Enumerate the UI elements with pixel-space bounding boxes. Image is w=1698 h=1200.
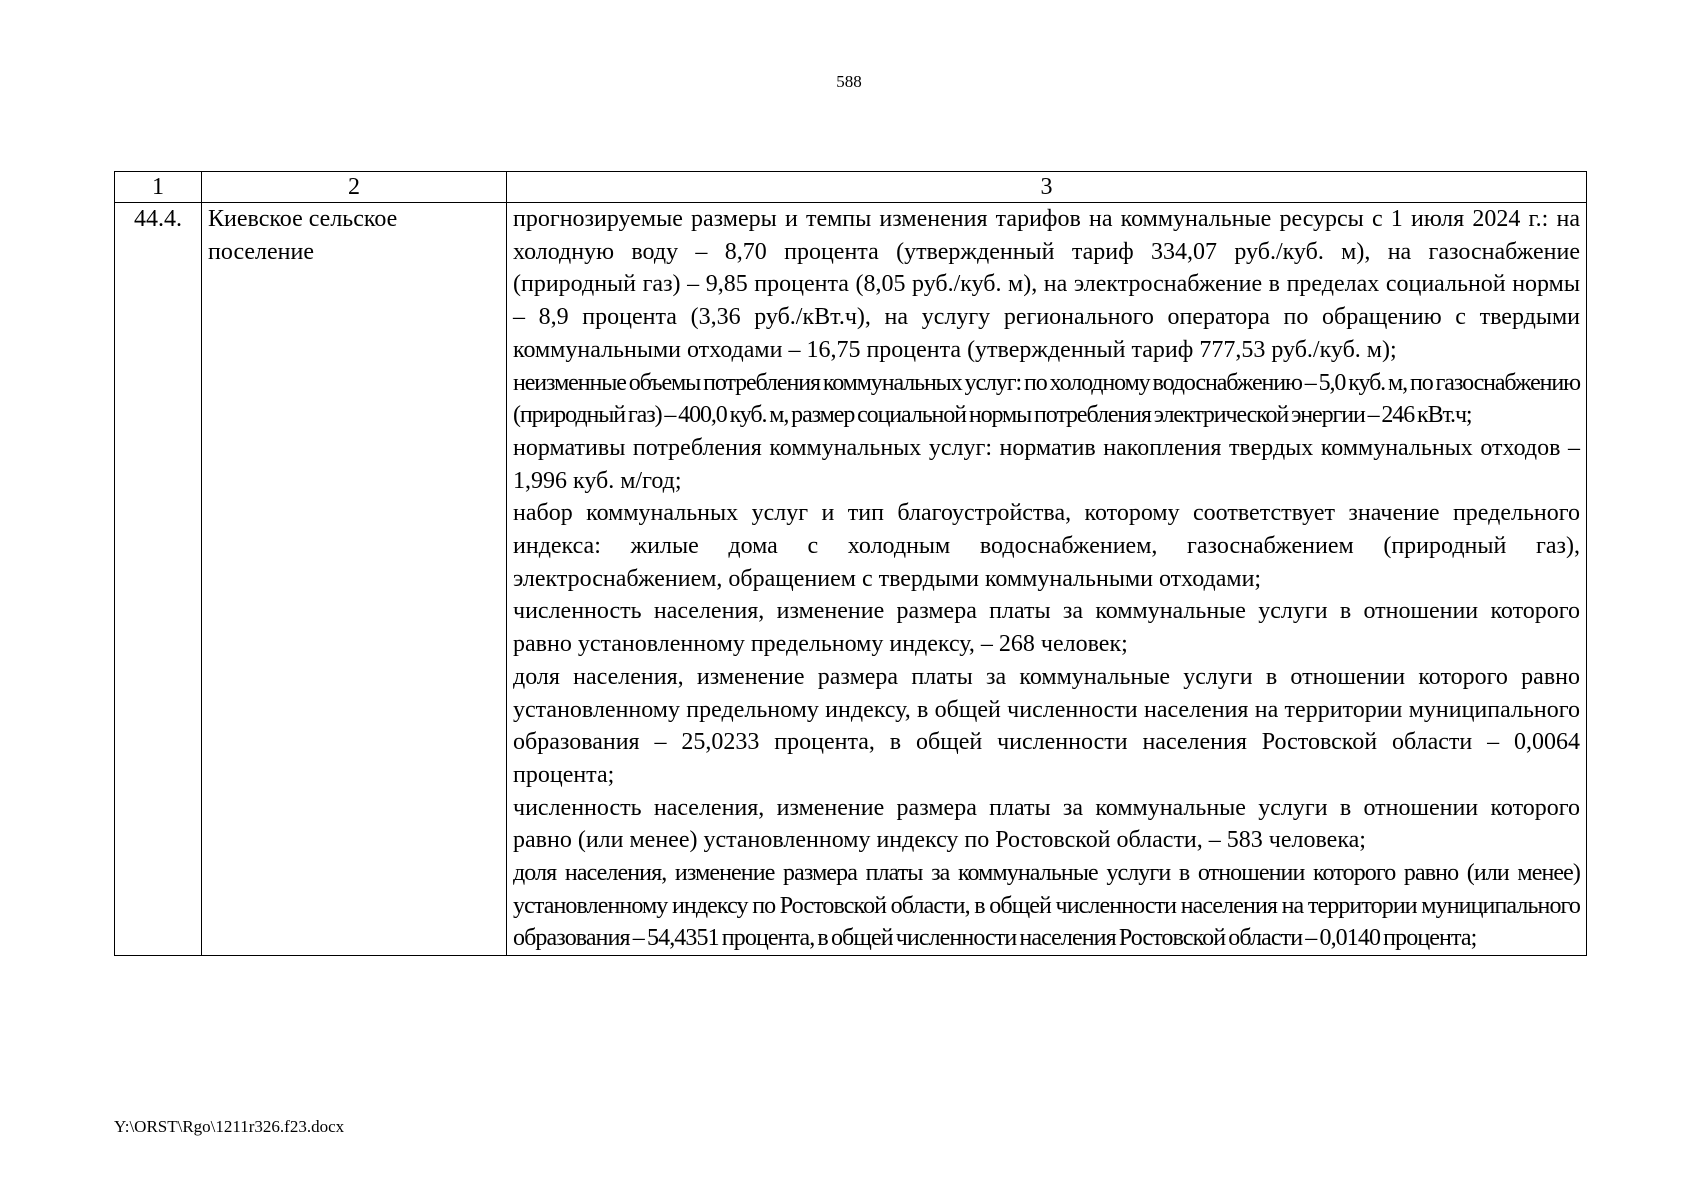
paragraph-consumption-norms: нормативы потребления коммунальных услуг: норматив накопления твердых коммунальных отходов – 1,996 куб. м/год;	[513, 434, 1580, 494]
row-number: 44.4.	[115, 203, 202, 956]
page-number: 588	[836, 72, 862, 91]
settlement-name: Киевское сельское поселение	[202, 203, 507, 956]
data-table	[114, 171, 1587, 956]
row-content	[507, 203, 1587, 956]
paragraph-tariffs: прогнозируемые размеры и темпы изменения тарифов на коммунальные ресурсы с 1 июля 2024 г.: на холодную воду – 8,70 процента (утвержденный тариф 334,07 руб./куб. м), на газоснабжение (природный газ) – 9,85 процента (8,05 руб./куб. м), на электроснабжение в пределах социальной нормы – 8,9 процента (3,36 руб./кВт.ч), на услугу регионального оператора по обращению с твердыми коммунальными отходами – 16,75 процента (утвержденный тариф 777,53 руб./куб. м);	[513, 206, 1580, 363]
paragraph-consumption-volumes: неизменные объемы потребления коммунальных услуг: по холодному водоснабжению – 5,0 куб. м, по газоснабжению (природный газ) – 400,0 куб. м, размер социальной нормы потребления электрической энергии – 246 кВт.ч;	[513, 369, 1580, 429]
paragraph-service-set: набор коммунальных услуг и тип благоустройства, которому соответствует значение предельного индекса: жилые дома с холодным водоснабжением, газоснабжением (природный газ), электроснабжением, обращением с твердыми коммунальными отходами;	[513, 500, 1580, 592]
table-row	[115, 203, 1587, 956]
paragraph-share-limit-index: доля населения, изменение размера платы за коммунальные услуги в отношении которого равно установленному предельному индексу, в общей численности населения на территории муниципального образования – 25,0233 процента, в общей численности населения Ростовской области – 0,0064 процента;	[513, 663, 1580, 788]
column-header-3: 3	[507, 172, 1587, 203]
paragraph-population-regional-index: численность населения, изменение размера платы за коммунальные услуги в отношении которого равно (или менее) установленному индексу по Ростовской области, – 583 человека;	[513, 794, 1580, 854]
paragraph-population-limit-index: численность населения, изменение размера платы за коммунальные услуги в отношении которого равно установленному предельному индексу, – 268 человек;	[513, 598, 1580, 658]
paragraph-share-regional-index: доля населения, изменение размера платы за коммунальные услуги в отношении которого равно (или менее) установленному индексу по Ростовской области, в общей численности населения на территории муниципального образования – 54,4351 процента, в общей численности населения Ростовской области – 0,0140 процента;	[513, 860, 1580, 952]
footer-file-path: Y:\ORST\Rgo\1211r326.f23.docx	[114, 1117, 345, 1136]
table-header-row	[115, 172, 1587, 203]
column-header-1: 1	[115, 172, 202, 203]
column-header-2: 2	[202, 172, 507, 203]
